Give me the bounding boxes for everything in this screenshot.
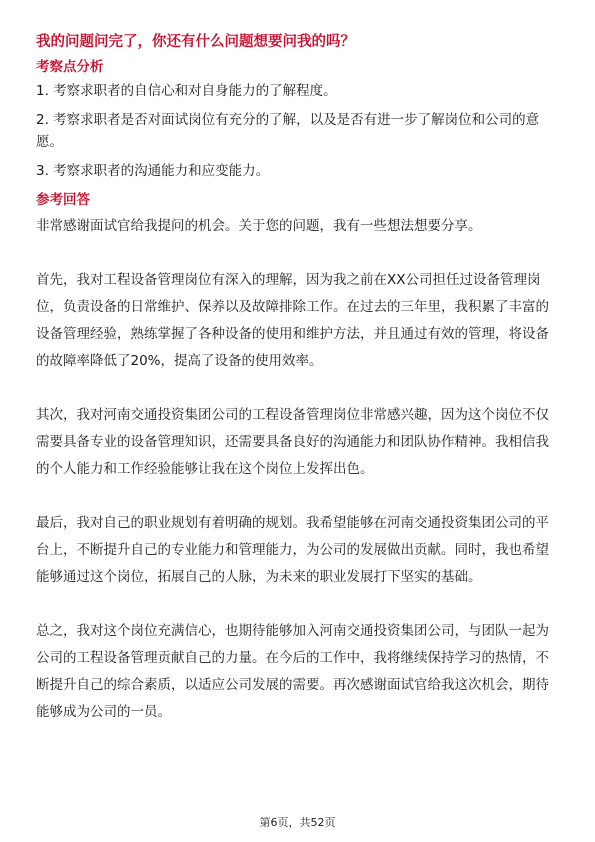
answer-paragraph: 首先，我对工程设备管理岗位有深入的理解，因为我之前在XX公司担任过设备管理岗位，负责设备的日常维护、保养以及故障排除工作。在过去的三年里，我积累了丰富的设备管理经验，熟练掌握了各种设备的使用和维护方法，并且通过有效的管理，将设备的故障率降低了20%，提高了设备的使用效率。 bbox=[36, 272, 549, 369]
analysis-points bbox=[36, 80, 562, 182]
answer-body bbox=[36, 213, 562, 726]
analysis-point: 3. 考察求职者的沟通能力和应变能力。 bbox=[36, 163, 270, 179]
analysis-point: 2. 考察求职者是否对面试岗位有充分的了解，以及是否有进一步了解岗位和公司的意愿。 bbox=[36, 112, 540, 150]
page-number: 第6页，共52页 bbox=[259, 816, 336, 829]
answer-paragraph: 最后，我对自己的职业规划有着明确的规划。我希望能够在河南交通投资集团公司的平台上，不断提升自己的专业能力和管理能力，为公司的发展做出贡献。同时，我也希望能够通过这个岗位，拓展自己的人脉，为未来的职业发展打下坚实的基础。 bbox=[36, 515, 549, 585]
document-content bbox=[36, 31, 562, 753]
interview-question: 我的问题问完了，你还有什么问题想要问我的吗？ bbox=[36, 34, 355, 50]
answer-paragraph: 其次，我对河南交通投资集团公司的工程设备管理岗位非常感兴趣，因为这个岗位不仅需要具备专业的设备管理知识，还需要具备良好的沟通能力和团队协作精神。我相信我的个人能力和工作经验能够让我在这个岗位上发挥出色。 bbox=[36, 407, 549, 477]
analysis-heading: 考察点分析 bbox=[36, 59, 104, 75]
answer-heading: 参考回答 bbox=[36, 192, 90, 208]
analysis-point: 1. 考察求职者的自信心和对自身能力的了解程度。 bbox=[36, 83, 337, 99]
answer-paragraph: 总之，我对这个岗位充满信心，也期待能够加入河南交通投资集团公司，与团队一起为公司的工程设备管理贡献自己的力量。在今后的工作中，我将继续保持学习的热情，不断提升自己的综合素质，以适应公司发展的需要。再次感谢面试官给我这次机会，期待能够成为公司的一员。 bbox=[36, 623, 549, 720]
answer-paragraph: 非常感谢面试官给我提问的机会。关于您的问题，我有一些想法想要分享。 bbox=[36, 218, 482, 234]
